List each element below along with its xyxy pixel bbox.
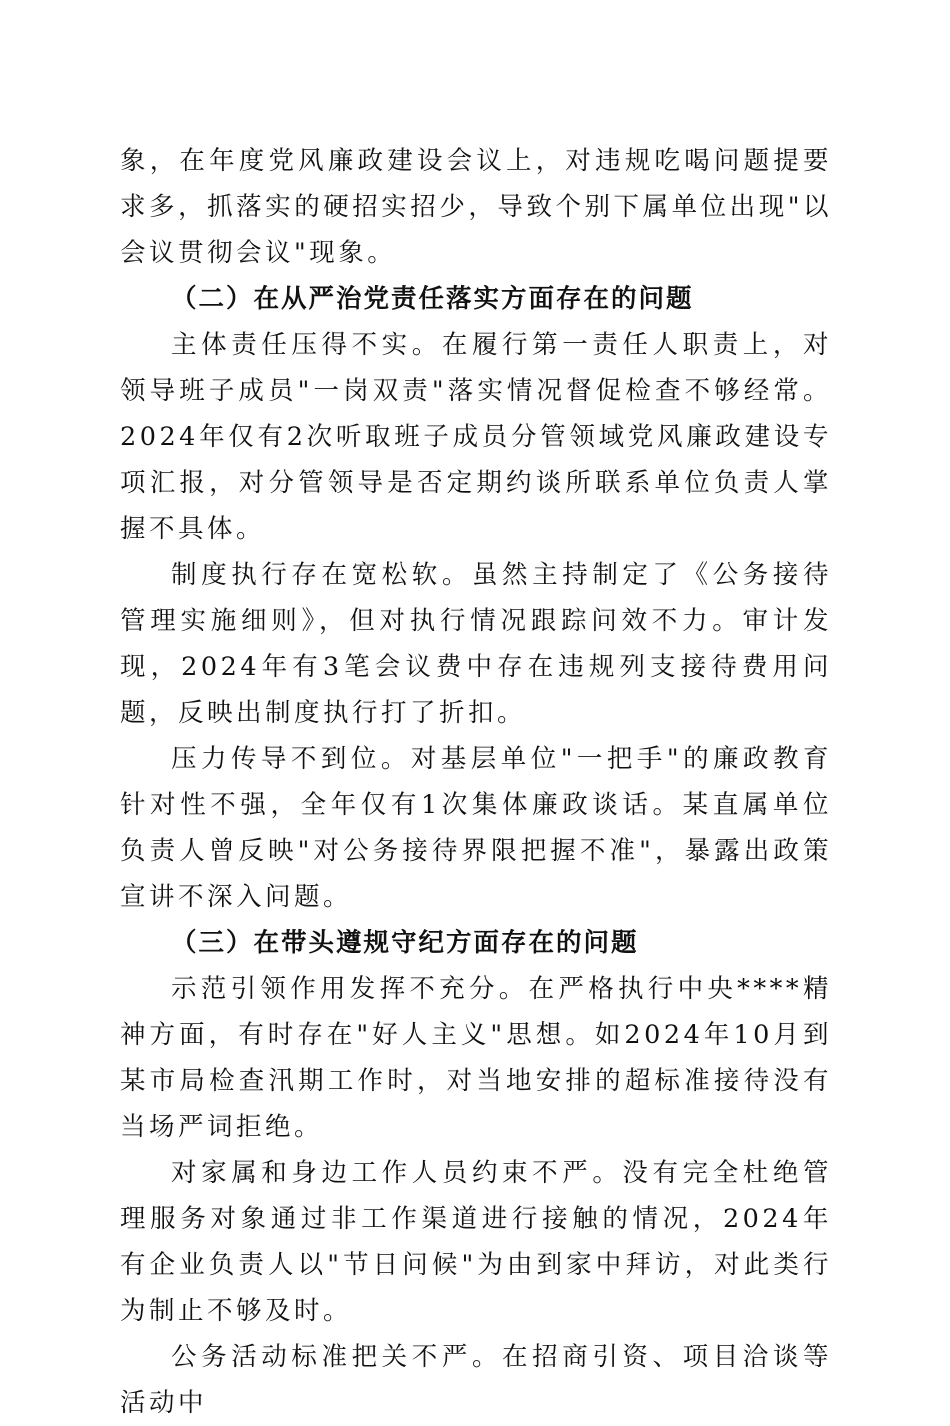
paragraph-continuation: 象，在年度党风廉政建设会议上，对违规吃喝问题提要求多，抓落实的硬招实招少，导致个别下属单位出现"以会议贯彻会议"现象。 — [120, 146, 832, 268]
paragraph-pressure-transmission: 压力传导不到位。对基层单位"一把手"的廉政教育针对性不强，全年仅有1次集体廉政谈话。某直属单位负责人曾反映"对公务接待界限把握不准"，暴露出政策宣讲不深入问题。 — [120, 744, 832, 912]
document-body — [120, 138, 832, 1426]
paragraph-system-execution: 制度执行存在宽松软。虽然主持制定了《公务接待管理实施细则》，但对执行情况跟踪问效不力。审计发现，2024年有3笔会议费中存在违规列支接待费用问题，反映出制度执行打了折扣。 — [120, 560, 832, 728]
paragraph-official-activities: 公务活动标准把关不严。在招商引资、项目洽谈等活动中 — [120, 1342, 832, 1418]
section-heading-2: （二）在从严治党责任落实方面存在的问题 — [171, 284, 694, 314]
paragraph-family-constraint: 对家属和身边工作人员约束不严。没有完全杜绝管理服务对象通过非工作渠道进行接触的情况，2024年有企业负责人以"节日问候"为由到家中拜访，对此类行为制止不够及时。 — [120, 1158, 832, 1326]
section-heading-3: （三）在带头遵规守纪方面存在的问题 — [171, 928, 639, 958]
paragraph-demonstration: 示范引领作用发挥不充分。在严格执行中央****精神方面，有时存在"好人主义"思想。如2024年10月到某市局检查汛期工作时，对当地安排的超标准接待没有当场严词拒绝。 — [120, 974, 832, 1142]
paragraph-main-responsibility: 主体责任压得不实。在履行第一责任人职责上，对领导班子成员"一岗双责"落实情况督促检查不够经常。2024年仅有2次听取班子成员分管领域党风廉政建设专项汇报，对分管领导是否定期约谈所联系单位负责人掌握不具体。 — [120, 330, 832, 544]
